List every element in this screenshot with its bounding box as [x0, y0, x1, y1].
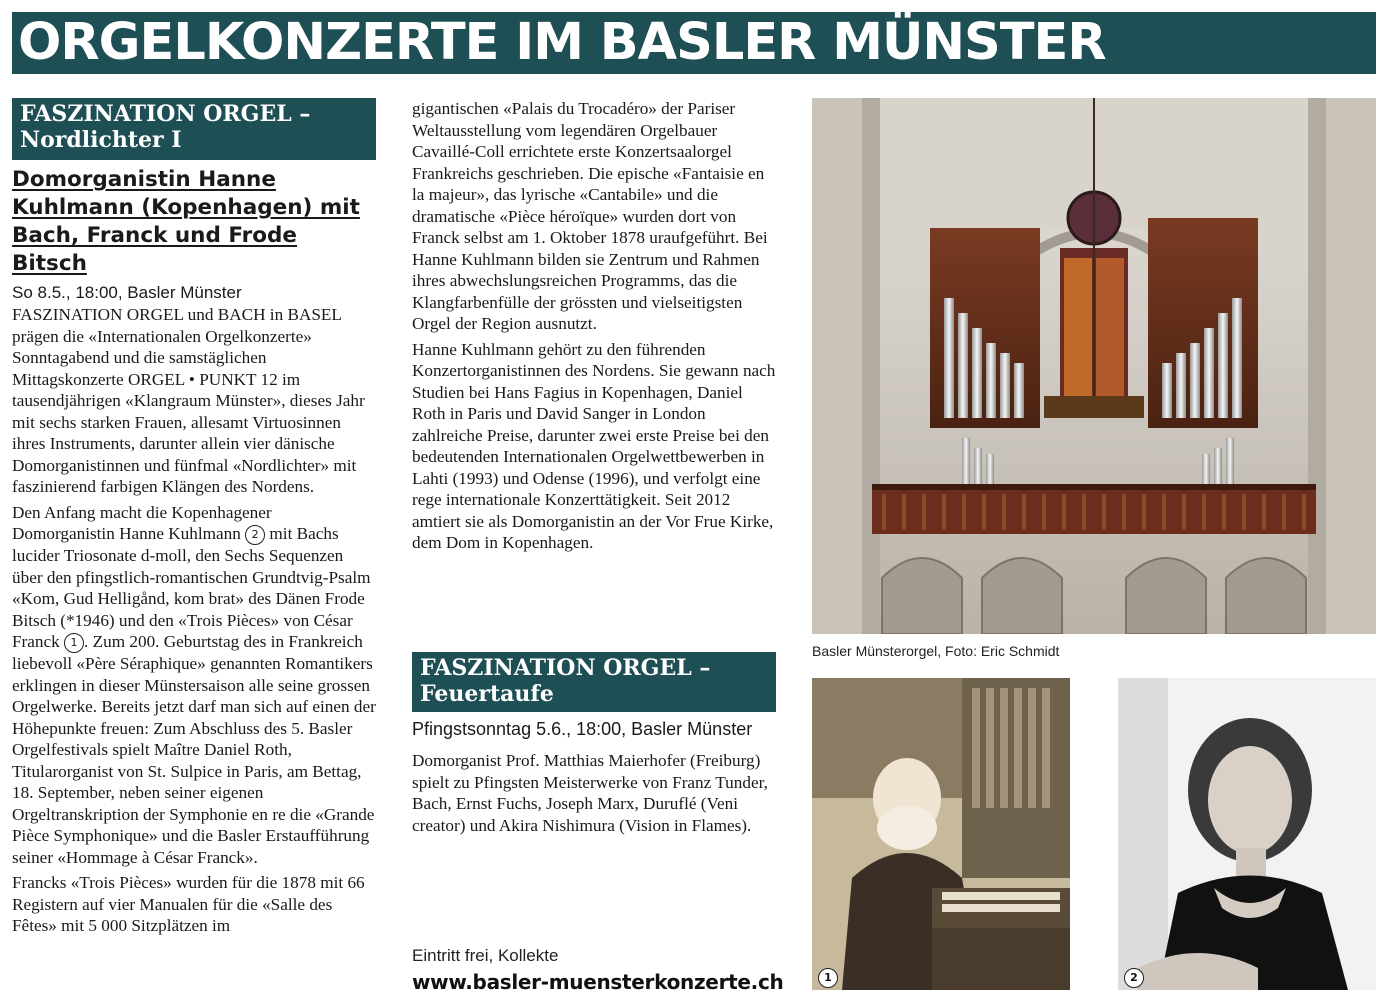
kuhlmann-illustration [1118, 678, 1376, 990]
franck-illustration [812, 678, 1070, 990]
section-label-line1: FASZINATION ORGEL – [420, 655, 711, 681]
section-label-line1: FASZINATION ORGEL – [20, 101, 311, 127]
section-label-line2: Nordlichter I [20, 127, 182, 153]
feuertaufe-date: Pfingstsonntag 5.6., 18:00, Basler Münster [412, 719, 753, 739]
feuertaufe-paragraph: Domorganist Prof. Matthias Maierhofer (Freiburg) spielt zu Pfingsten Meisterwerke von Franz Tunder, Bach, Ernst Fuchs, Joseph Marx, Duruflé (Veni creator) und Akira Nishimura (Vision in Flames). [412, 751, 768, 835]
photo-badge-2: 2 [1124, 968, 1144, 988]
section-label-nordlichter [12, 98, 376, 160]
kuhlmann-bio-paragraph: Hanne Kuhlmann gehört zu den führenden Konzertorganistinnen des Nordens. Sie gewann nach Studien bei Hans Fagius in Kopenhagen, Daniel Roth in Paris und David Sanger in London zahlreiche Preise, darunter zwei erste Preise bei den bedeutenden Internationalen Orgelwettbewerben in Lahti (1993) und Odense (1996), und verfolgt eine rege internationale Konzerttätigkeit. Seit 2012 amtiert sie als Domorganistin an der Vor Frue Kirke, dem Dom in Kopenhagen. [412, 339, 776, 552]
title-banner [12, 12, 1376, 74]
organ-illustration [812, 98, 1376, 634]
franck-photo [812, 678, 1070, 990]
section-label-line2: Feuertaufe [420, 681, 554, 707]
intro-paragraph: FASZINATION ORGEL und BACH in BASEL prägen die «Internationalen Orgelkonzerte» Sonntagabend und die samstäglichen Mittagskonzerte ORGEL • PUNKT 12 im tausendjährigen «Klangraum Münster», dieses Jahr mit sechs starken Frauen, allesamt Virtuosinnen ihres Instruments, darunter allein vier dänische Domorganistinnen und fünfmal «Nordlichter» mit faszinierend farbigen Klängen des Nordens. [12, 305, 365, 496]
website-link[interactable]: www.basler-muensterkonzerte.ch [412, 970, 784, 994]
trocadero-paragraph: gigantischen «Palais du Trocadéro» der Pariser Weltausstellung vom legendären Orgelbauer Cavaillé-Coll errichtete erste Konzertsaalorgel Frankreichs geschrieben. Die epische «Fantaisie en la majeur», das lyrische «Cantabile» und die dramatische «Pièce héroïque» wurden dort von Franck selbst am 1. Oktober 1878 uraufgeführt. Bei Hanne Kuhlmann bilden sie Zentrum und Rahmen ihres abwechslungsreichen Programms, das die Klangfarbenfülle der grössten und vielseitigsten Orgel der Region ausnutzt. [412, 99, 768, 333]
kuhlmann-photo [1118, 678, 1376, 990]
photo-badge-1: 1 [818, 968, 838, 988]
organ-caption: Basler Münsterorgel, Foto: Eric Schmidt [812, 643, 1060, 659]
column-1 [12, 166, 376, 941]
program-text-b: mit Bachs lucider Triosonate d-moll, den Sechs Sequenzen über den pfingstlich-romantischen Grundtvig-Psalm «Kom, Gud Helligånd, kom brat» des Dänen Frode Bitsch (*1946) und den «Trois Pièces» von César Franck [12, 524, 371, 651]
program-text-c: . Zum 200. Geburtstag des in Frankreich liebevoll «Père Séraphique» genannten Romantikers erklingen in dieser Münstersaison alle seine grossen Orgelwerke. Bereits jetzt darf man sich auf einen der Höhepunkte freuen: Zum Abschluss des 5. Basler Orgelfestivals spielt Maître Daniel Roth, Titularorganist von St. Sulpice in Paris, am Bettag, 18. September, neben seiner eigenen Orgeltranskription der Symphonie en re die «Grande Pièce Symphonique» und die Basler Erstaufführung seiner «Hommage à César Franck». [12, 632, 376, 867]
page-title: ORGELKONZERTE IM BASLER MÜNSTER [18, 13, 1106, 72]
column-2 [412, 98, 776, 558]
ref-marker-2: 2 [245, 525, 265, 545]
franck-paragraph: Francks «Trois Pièces» wurden für die 1878 mit 66 Registern auf vier Manualen für die «Salle des Fêtes» mit 5 000 Sitzplätzen im [12, 873, 365, 935]
feuertaufe-block [412, 718, 776, 840]
concert-date: So 8.5., 18:00, Basler Münster [12, 283, 242, 302]
concert-subtitle: Domorganistin Hanne Kuhlmann (Kopenhagen) mit Bach, Franck und Frode Bitsch [12, 167, 360, 276]
entry-note: Eintritt frei, Kollekte [412, 946, 559, 965]
section-label-feuertaufe [412, 652, 776, 712]
ref-marker-1: 1 [64, 633, 84, 653]
program-text-a: Den Anfang macht die Kopenhagener Domorganistin Hanne Kuhlmann [12, 502, 272, 543]
organ-photo [812, 98, 1376, 634]
program-paragraph [12, 502, 376, 869]
